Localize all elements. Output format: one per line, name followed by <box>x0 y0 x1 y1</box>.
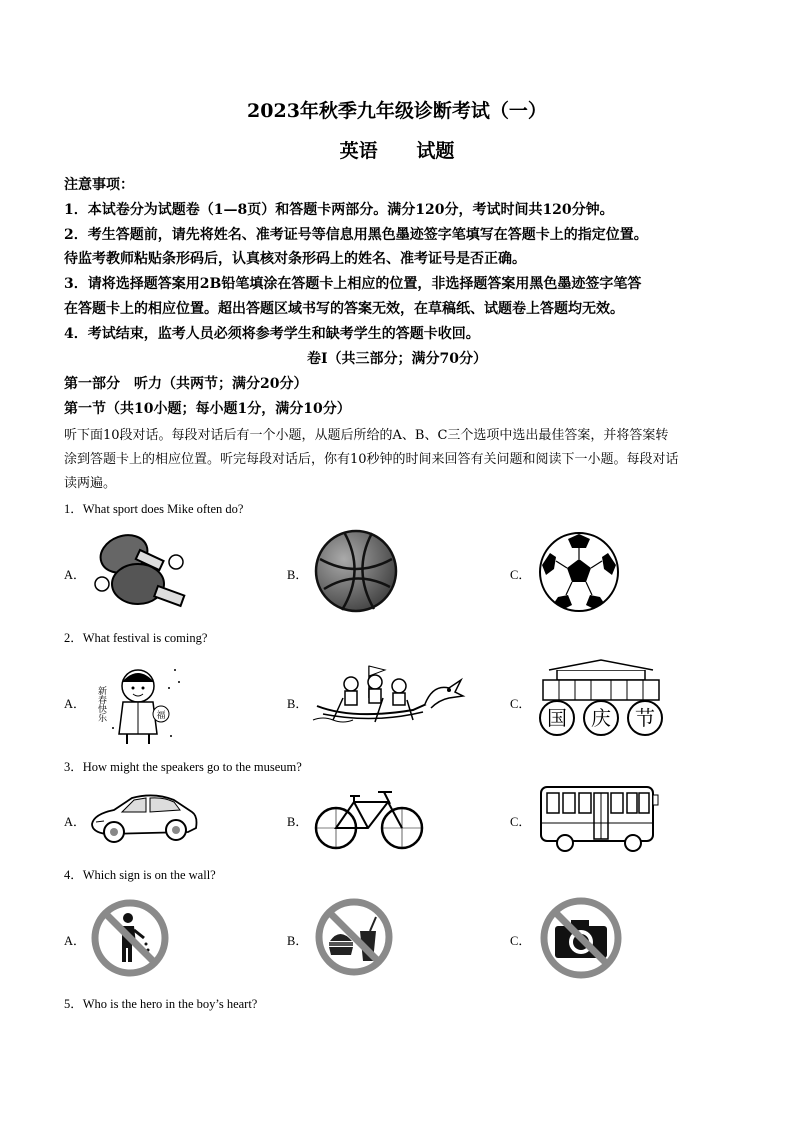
part-heading: 第一部分 听力（共两节；满分20分） <box>64 376 308 392</box>
subsection-heading: 第一节（共10小题；每小题1分，满分10分） <box>64 401 351 417</box>
no-food-drink-sign-image <box>314 897 394 977</box>
notice-item: 2．考生答题前，请先将姓名、准考证号等信息用黑色墨迹签字笔填写在答题卡上的指定位置。 <box>64 227 648 243</box>
bus-image <box>537 783 661 853</box>
guo-character: 国 <box>547 706 567 730</box>
option-c: C． <box>510 697 531 711</box>
option-a: A． <box>64 934 86 948</box>
question-4: 4．Which sign is on the wall? <box>64 868 216 882</box>
jie-character: 节 <box>635 706 655 730</box>
notice-item: 4．考试结束，监考人员必须将参考学生和缺考学生的答题卡收回。 <box>64 326 480 342</box>
no-photography-sign-image <box>539 896 623 980</box>
exam-title: 2023年秋季九年级诊断考试（一） <box>247 100 547 122</box>
option-a: A． <box>64 815 86 829</box>
option-b: B． <box>287 568 308 582</box>
option-c: C． <box>510 934 531 948</box>
option-b: B． <box>287 815 308 829</box>
greeting-text: 新春快乐 <box>96 686 106 722</box>
question-5: 5．Who is the hero in the boy’s heart? <box>64 997 258 1011</box>
option-c: C． <box>510 815 531 829</box>
paper-label: 试题 <box>416 140 455 162</box>
option-a: A． <box>64 568 86 582</box>
option-b: B． <box>287 697 308 711</box>
subject-line <box>0 136 794 163</box>
spring-festival-child-image <box>93 658 188 748</box>
option-b: B． <box>287 934 308 948</box>
notice-item: 1．本试卷分为试题卷（1—8页）和答题卡两部分。满分120分，考试时间共120分钟。 <box>64 202 614 218</box>
notice-item: 在答题卡上的相应位置。超出答题区域书写的答案无效，在草稿纸、试题卷上答题均无效。 <box>64 301 624 317</box>
instructions-line: 涂到答题卡上的相应位置。听完每段对话后，你有10秒钟的时间来回答有关问题和阅读下一小题。每段对话 <box>64 452 679 467</box>
option-a: A． <box>64 697 86 711</box>
fu-character: 福 <box>156 711 166 721</box>
subject-label: 英语 <box>339 140 378 162</box>
soccer-ball-image <box>538 531 620 613</box>
ping-pong-paddles-image <box>88 526 188 616</box>
notice-item: 3．请将选择题答案用2B铅笔填涂在答题卡上相应的位置，非选择题答案用黑色墨迹签字笔答 <box>64 276 642 292</box>
notice-heading: 注意事项： <box>64 177 134 193</box>
basketball-image <box>314 529 398 613</box>
dragon-boat-race-image <box>313 658 465 728</box>
national-day-gate-image <box>539 660 663 742</box>
instructions-line: 听下面10段对话。每段对话后有一个小题，从题后所给的A、B、C三个选项中选出最佳答案，并将答案转 <box>64 428 669 443</box>
qing-character: 庆 <box>591 706 611 730</box>
question-1: 1．What sport does Mike often do? <box>64 502 244 516</box>
car-image <box>88 788 200 848</box>
bicycle-image <box>312 786 426 852</box>
volume-heading: 卷Ⅰ（共三部分；满分70分） <box>306 351 488 367</box>
question-2: 2．What festival is coming? <box>64 631 208 645</box>
option-c: C． <box>510 568 531 582</box>
question-3: 3．How might the speakers go to the museum? <box>64 760 302 774</box>
notice-item: 待监考教师粘贴条形码后，认真核对条形码上的姓名、准考证号是否正确。 <box>64 251 526 267</box>
instructions-line: 读两遍。 <box>64 476 117 491</box>
no-littering-sign-image <box>90 898 170 978</box>
